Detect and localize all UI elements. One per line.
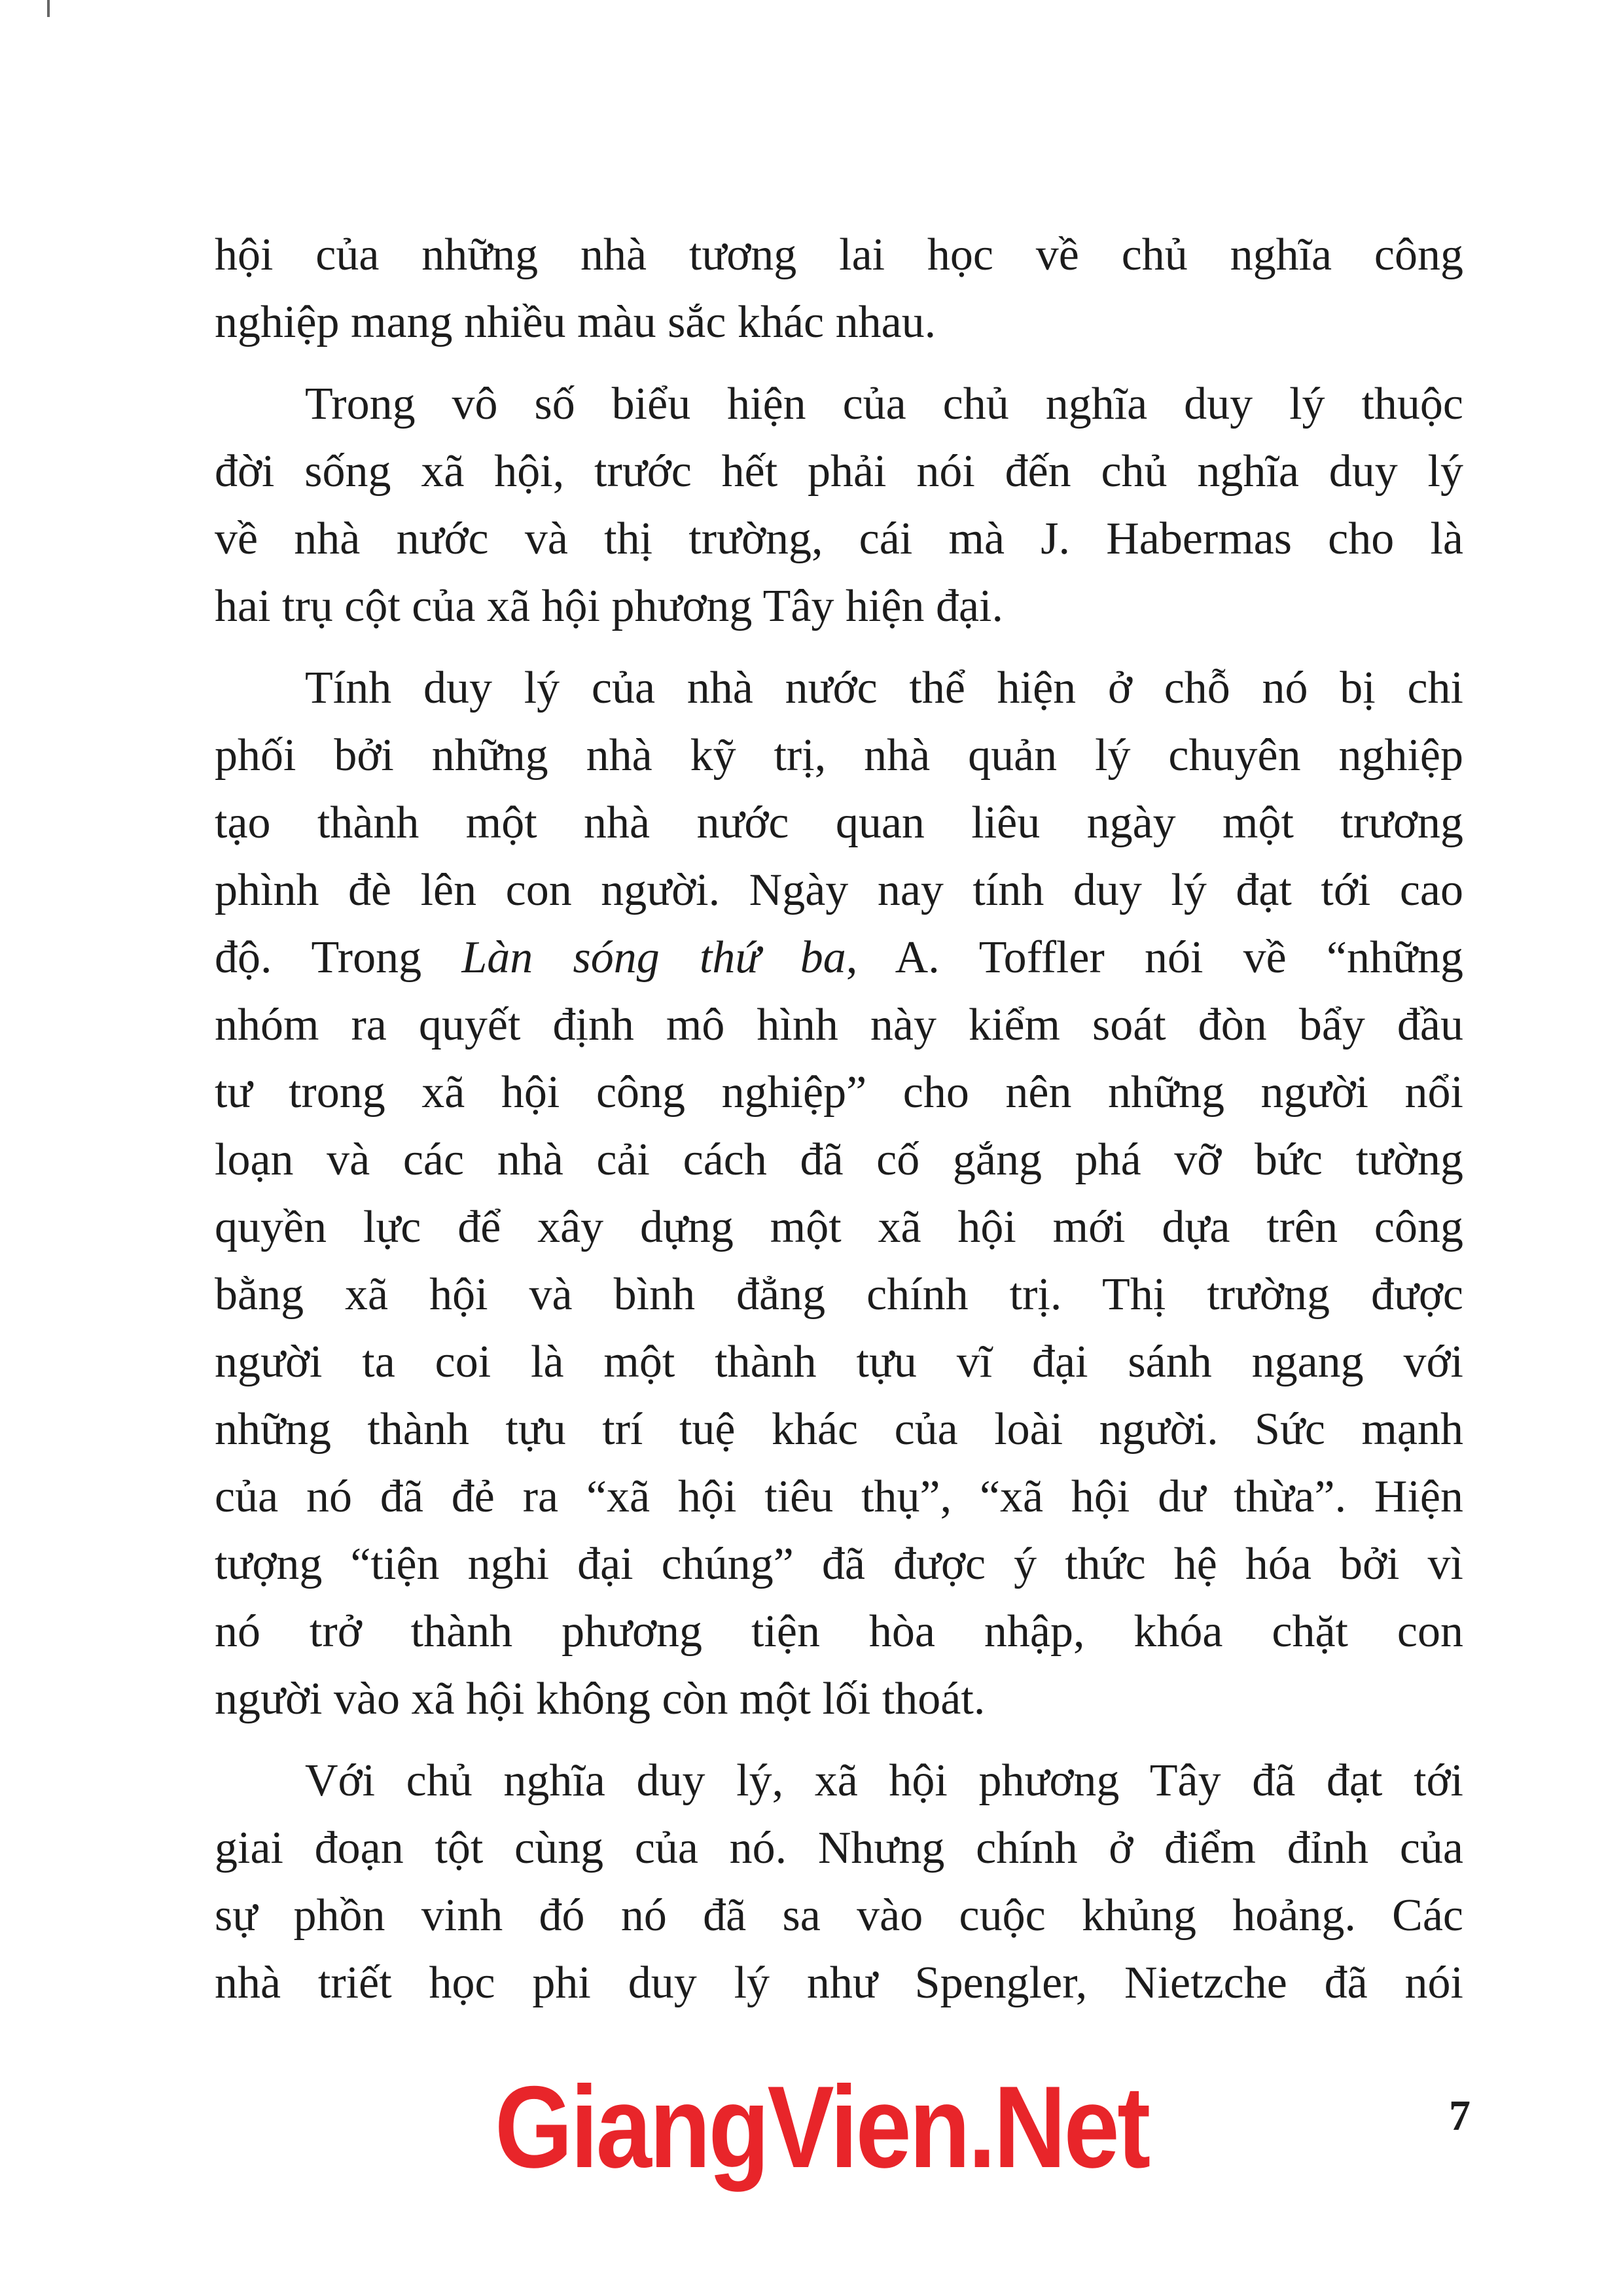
text-line: tượng “tiện nghi đại chúng” đã được ý thức hệ hóa bởi vì (215, 1539, 1463, 1589)
text-line: tạo thành một nhà nước quan liêu ngày một trương (215, 798, 1463, 848)
text-segment: , A. Toffler nói về “những (846, 932, 1463, 983)
text-line: người ta coi là một thành tựu vĩ đại sánh ngang với (215, 1337, 1463, 1387)
text-line: bằng xã hội và bình đẳng chính trị. Thị trường được (215, 1269, 1463, 1320)
text-line: phối bởi những nhà kỹ trị, nhà quản lý chuyên nghiệp (215, 730, 1463, 781)
text-line: quyền lực để xây dựng một xã hội mới dựa trên công (215, 1202, 1463, 1252)
paragraph-2 (215, 370, 1463, 640)
text-line: nhóm ra quyết định mô hình này kiểm soát đòn bẩy đầu (215, 1000, 1463, 1050)
scan-artifact-mark (47, 0, 50, 17)
text-line: giai đoạn tột cùng của nó. Nhưng chính ở điểm đỉnh của (215, 1823, 1463, 1873)
text-line-with-book-title (215, 924, 1463, 991)
text-line: nhà triết học phi duy lý như Spengler, Nietzche đã nói (215, 1958, 1463, 2008)
text-line: hội của những nhà tương lai học về chủ nghĩa công (215, 230, 1463, 280)
text-line: loạn và các nhà cải cách đã cố gắng phá vỡ bức tường (215, 1135, 1463, 1185)
text-line: hai trụ cột của xã hội phương Tây hiện đại. (215, 581, 1004, 631)
body-text (215, 221, 1463, 2017)
paragraph-3 (215, 654, 1463, 1733)
text-line: Tính duy lý của nhà nước thể hiện ở chỗ nó bị chi (305, 663, 1463, 713)
paragraph-4 (215, 1747, 1463, 2017)
text-line: những thành tựu trí tuệ khác của loài người. Sức mạnh (215, 1404, 1463, 1455)
text-line: phình đè lên con người. Ngày nay tính duy lý đạt tới cao (215, 865, 1463, 915)
text-line: nghiệp mang nhiều màu sắc khác nhau. (215, 297, 936, 347)
watermark-logo: GiangVien.Net (495, 2062, 1149, 2192)
text-line: Trong vô số biểu hiện của chủ nghĩa duy lý thuộc (305, 379, 1463, 429)
text-line: đời sống xã hội, trước hết phải nói đến chủ nghĩa duy lý (215, 446, 1463, 497)
text-line: về nhà nước và thị trường, cái mà J. Habermas cho là (215, 514, 1463, 564)
book-title: Làn sóng thứ ba (461, 932, 846, 983)
text-line: nó trở thành phương tiện hòa nhập, khóa chặt con (215, 1606, 1463, 1657)
text-line: của nó đã đẻ ra “xã hội tiêu thụ”, “xã hội dư thừa”. Hiện (215, 1472, 1463, 1522)
text-line: tư trong xã hội công nghiệp” cho nên những người nổi (215, 1067, 1463, 1118)
text-line: Với chủ nghĩa duy lý, xã hội phương Tây đã đạt tới (305, 1756, 1463, 1806)
text-line: sự phồn vinh đó nó đã sa vào cuộc khủng hoảng. Các (215, 1890, 1463, 1941)
paragraph-1 (215, 221, 1463, 356)
page-number: 7 (1449, 2092, 1471, 2140)
text-segment: độ. Trong (215, 932, 462, 983)
text-line: người vào xã hội không còn một lối thoát. (215, 1674, 986, 1724)
